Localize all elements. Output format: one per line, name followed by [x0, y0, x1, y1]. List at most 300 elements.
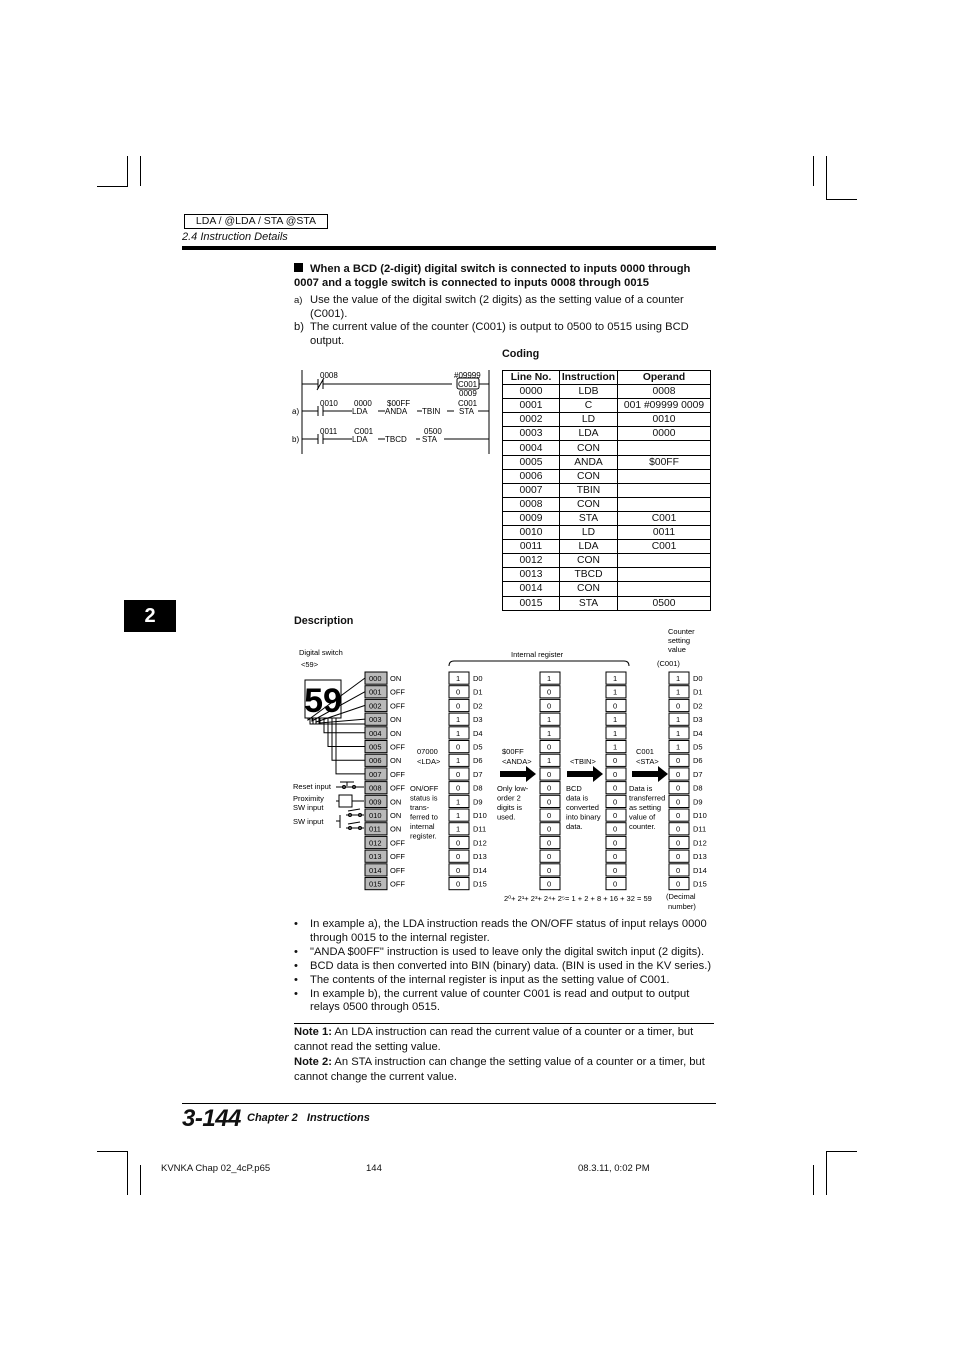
bullet-dot-icon: • [294, 973, 298, 986]
arrow-right-icon [500, 766, 536, 782]
ladder-label: STA [459, 407, 474, 416]
bit-label: D6 [473, 756, 483, 766]
table-row [503, 497, 711, 511]
internal-register-label: Internal register [511, 650, 564, 659]
input-state: ON [390, 824, 402, 834]
crop-mark [826, 1151, 827, 1195]
register-bit-value: 0 [613, 769, 618, 779]
ladder-label: TBIN [422, 407, 441, 416]
bullet-item [294, 960, 718, 974]
table-cell [618, 441, 711, 455]
step-title: <ANDA> [502, 757, 532, 766]
step-note: BCD [566, 784, 582, 793]
step-note: order 2 [497, 793, 521, 803]
table-cell: STA [560, 511, 618, 525]
table-cell: C001 [618, 511, 711, 525]
table-cell: 0008 [618, 385, 711, 399]
reset-input-label: Reset input [293, 782, 331, 791]
table-cell: 0002 [503, 413, 560, 427]
input-address: 002 [369, 701, 382, 711]
register-bit-value: 0 [456, 783, 461, 793]
coding-table [502, 370, 711, 611]
ladder-diagram [292, 366, 496, 456]
instruction-box: LDA / @LDA / STA @STA [184, 214, 328, 229]
footer-rule [182, 1103, 716, 1104]
bit-label: D8 [693, 783, 703, 793]
crop-mark [813, 1165, 814, 1195]
bit-label: D13 [693, 852, 707, 862]
sum-formula: 2⁰+ 2¹+ 2³+ 2⁴+ 2⁵= 1 + 2 + 8 + 16 + 32 = 59 [504, 894, 652, 903]
bullet-text: BCD data is then converted into BIN (binary) data. (BIN is used in the KV series.) [310, 959, 712, 972]
bit-label: D2 [693, 701, 703, 711]
ladder-label: C001 [458, 399, 478, 408]
input-state: OFF [390, 838, 405, 848]
bit-label: D14 [473, 865, 487, 875]
input-address: 010 [369, 811, 382, 820]
crop-mark [826, 156, 827, 200]
register-bit-value: 0 [547, 769, 552, 779]
item-text: The current value of the counter (C001) is output to 0500 to 0515 using BCD output. [310, 321, 689, 347]
bit-label: D3 [693, 715, 703, 725]
register-bit-value: 0 [547, 742, 552, 752]
bullet-dot-icon: • [294, 918, 298, 930]
register-bit-value: 1 [456, 728, 461, 738]
step-note: into binary [566, 812, 601, 822]
digital-switch-label: Digital switch [299, 648, 343, 657]
bit-label: D6 [693, 756, 703, 766]
bit-label: D1 [473, 687, 483, 697]
section-title: 2.4 Instruction Details [182, 231, 288, 243]
note-1: Note 1: An LDA instruction can read the current value of a counter or a timer, but cannot read the setting value. [294, 1026, 694, 1053]
step-title: <STA> [636, 757, 659, 766]
table-cell [618, 554, 711, 568]
ladder-label: 0000 [354, 399, 372, 408]
register-bit-value: 1 [547, 728, 552, 738]
header-rule [182, 246, 716, 250]
chapter-tab: 2 [124, 600, 176, 632]
ladder-label: LDA [352, 407, 368, 416]
table-row [503, 483, 711, 497]
table-cell: TBCD [560, 568, 618, 582]
ladder-label: 0008 [320, 371, 338, 380]
ladder-label: 0009 [459, 389, 477, 398]
register-bit-value: 1 [676, 687, 681, 697]
table-cell [618, 497, 711, 511]
register-bit-value: 0 [456, 742, 461, 752]
register-bit-value: 0 [676, 797, 681, 807]
ladder-label: 0010 [320, 399, 338, 408]
table-cell: 0500 [618, 596, 711, 610]
step-note: data is [566, 793, 589, 803]
table-row [503, 385, 711, 399]
table-cell: 0004 [503, 441, 560, 455]
bullet-dot-icon: • [294, 987, 298, 1000]
register-bit-value: 0 [456, 865, 461, 875]
section-heading: When a BCD (2-digit) digital switch is connected to inputs 0000 through 0007 and a toggle switch is connected to inputs 0008 through 0015 [294, 263, 691, 289]
bullet-item [294, 918, 718, 945]
input-state: ON [390, 811, 402, 820]
ladder-label: 0500 [424, 427, 442, 436]
decimal-note: number) [668, 902, 696, 911]
step-title: <LDA> [417, 757, 441, 766]
table-cell: 0010 [503, 526, 560, 540]
bit-label: D5 [473, 742, 483, 752]
register-bit-value: 0 [547, 783, 552, 793]
table-cell: 0000 [618, 427, 711, 441]
register-bit-value: 0 [456, 879, 461, 889]
bit-label: D15 [473, 879, 487, 889]
sw-input-label: SW input [293, 817, 324, 826]
table-cell: 0005 [503, 455, 560, 469]
table-cell: 0014 [503, 582, 560, 596]
crop-mark [97, 186, 128, 187]
bit-label: D5 [693, 742, 703, 752]
register-bit-value: 0 [613, 783, 618, 793]
bullet-dot-icon: • [294, 959, 298, 972]
table-row [503, 455, 711, 469]
bit-label: D4 [473, 728, 483, 738]
input-state: OFF [390, 687, 405, 697]
bit-label: D8 [473, 783, 483, 793]
register-bit-value: 1 [676, 742, 681, 752]
bit-label: D11 [473, 824, 487, 834]
notes-rule [294, 1023, 714, 1024]
table-row [503, 554, 711, 568]
ladder-label: #09999 [454, 371, 481, 380]
display-digits: 59 [304, 682, 342, 720]
table-cell: LDB [560, 385, 618, 399]
register-bit-value: 0 [613, 838, 618, 848]
bit-label: D13 [473, 852, 487, 862]
register-bit-value: 0 [613, 879, 618, 889]
table-cell: 0011 [618, 526, 711, 540]
input-state: OFF [390, 783, 405, 793]
wire [336, 718, 365, 774]
counter-id: (C001) [657, 659, 680, 668]
table-cell: LDA [560, 540, 618, 554]
register-bit-value: 0 [613, 865, 618, 875]
table-cell: LD [560, 526, 618, 540]
decimal-note: (Decimal [666, 892, 696, 901]
bit-label: D0 [693, 674, 703, 683]
table-cell: CON [560, 582, 618, 596]
square-bullet-icon [294, 263, 303, 272]
bit-label: D7 [473, 769, 483, 779]
table-cell: LD [560, 413, 618, 427]
step-note: Only low- [497, 784, 529, 793]
step-title: 07000 [417, 747, 438, 756]
ladder-label: LDA [352, 435, 368, 444]
input-state: OFF [390, 865, 405, 875]
file-name: KVNKA Chap 02_4cP.p65 [161, 1163, 271, 1174]
ladder-label: TBCD [385, 435, 407, 444]
bit-label: D1 [693, 687, 703, 697]
table-row [503, 596, 711, 610]
register-bit-value: 0 [456, 769, 461, 779]
arrow-right-icon [632, 766, 668, 782]
bullet-item [294, 988, 718, 1015]
step-note: as setting [629, 803, 662, 812]
bit-label: D11 [693, 824, 707, 834]
ladder-label: C001 [354, 427, 374, 436]
step-note: digits is [497, 803, 523, 812]
bit-label: D0 [473, 674, 483, 683]
bit-label: D2 [473, 701, 483, 711]
table-cell: CON [560, 554, 618, 568]
input-address: 005 [369, 742, 382, 752]
input-address: 013 [369, 852, 382, 862]
bit-label: D9 [693, 797, 703, 807]
register-bit-value: 0 [456, 852, 461, 862]
input-state: OFF [390, 879, 405, 889]
register-bit-value: 1 [456, 756, 461, 766]
bullet-item [294, 974, 718, 988]
step-note: used. [497, 812, 516, 822]
bit-label: D3 [473, 715, 483, 725]
column-header: Instruction [560, 371, 618, 385]
step-title: C001 [636, 747, 654, 756]
ladder-label: a) [292, 407, 300, 416]
table-cell [618, 483, 711, 497]
register-bit-value: 0 [456, 687, 461, 697]
bit-label: D10 [473, 811, 487, 820]
register-bit-value: 1 [456, 811, 461, 820]
step-note: Data is [629, 784, 653, 793]
bullet-text: "ANDA $00FF" instruction is used to leave only the digital switch input (2 digits). [310, 945, 705, 958]
crop-mark [127, 156, 128, 186]
register-bit-value: 0 [676, 838, 681, 848]
bullet-dot-icon: • [294, 945, 298, 958]
register-bit-value: 0 [676, 769, 681, 779]
bit-label: D7 [693, 769, 703, 779]
page-number: 3-144 [182, 1105, 241, 1132]
crop-mark [127, 1151, 128, 1195]
input-state: ON [390, 756, 402, 766]
step-note: converted [566, 803, 599, 812]
wire [324, 718, 365, 733]
chapter-title: Chapter 2 Instructions [247, 1112, 370, 1124]
description-diagram [288, 624, 718, 914]
table-row [503, 540, 711, 554]
table-cell: CON [560, 497, 618, 511]
input-state: OFF [390, 852, 405, 862]
table-cell: 0000 [503, 385, 560, 399]
register-bit-value: 0 [613, 701, 618, 711]
input-address: 003 [369, 715, 382, 725]
step-title: <TBIN> [570, 757, 596, 766]
register-bit-value: 0 [676, 879, 681, 889]
table-cell: $00FF [618, 455, 711, 469]
input-address: 008 [369, 783, 382, 793]
bit-label: D12 [473, 838, 487, 848]
input-address: 004 [369, 728, 382, 738]
register-bit-value: 1 [613, 728, 618, 738]
table-cell: TBIN [560, 483, 618, 497]
table-row [503, 399, 711, 413]
step-note: register. [410, 831, 437, 841]
register-bit-value: 0 [547, 852, 552, 862]
table-cell: 0011 [503, 540, 560, 554]
table-cell: 001 #09999 0009 [618, 399, 711, 413]
table-cell: 0010 [618, 413, 711, 427]
bullet-list [294, 918, 718, 1015]
crop-mark [826, 1151, 857, 1152]
column-header: Operand [618, 371, 711, 385]
item-marker: b) [294, 321, 304, 333]
step-title: $00FF [502, 747, 524, 756]
register-bit-value: 0 [456, 701, 461, 711]
input-address: 011 [369, 824, 381, 834]
register-bit-value: 0 [547, 824, 552, 834]
step-note: internal [410, 822, 435, 831]
register-bit-value: 1 [676, 728, 681, 738]
register-bit-value: 0 [547, 838, 552, 848]
register-bit-value: 0 [676, 756, 681, 766]
register-bit-value: 1 [613, 674, 618, 683]
proximity-label: Proximity [293, 794, 324, 803]
table-cell: CON [560, 469, 618, 483]
bit-label: D12 [693, 838, 707, 848]
crop-mark [140, 156, 141, 186]
ladder-label: b) [292, 435, 300, 444]
step-note: ON/OFF [410, 784, 439, 793]
table-cell [618, 469, 711, 483]
table-row [503, 511, 711, 525]
table-cell: C [560, 399, 618, 413]
input-state: ON [390, 674, 402, 683]
crop-mark [97, 1151, 128, 1152]
table-cell: ANDA [560, 455, 618, 469]
step-note: transferred [629, 793, 666, 803]
table-cell: 0001 [503, 399, 560, 413]
register-bit-value: 1 [547, 715, 552, 725]
register-bit-value: 1 [613, 715, 618, 725]
register-bit-value: 1 [613, 742, 618, 752]
table-row [503, 427, 711, 441]
input-address: 014 [369, 865, 382, 875]
register-bit-value: 0 [676, 865, 681, 875]
table-cell: C001 [618, 540, 711, 554]
register-bit-value: 0 [547, 879, 552, 889]
bullet-text: The contents of the internal register is input as the setting value of C001. [310, 973, 670, 986]
register-bit-value: 0 [613, 797, 618, 807]
table-cell: 0012 [503, 554, 560, 568]
register-bit-value: 1 [456, 715, 461, 725]
table-cell: 0008 [503, 497, 560, 511]
step-note: value of [629, 812, 656, 822]
bit-label: D9 [473, 797, 483, 807]
table-row [503, 441, 711, 455]
bullet-text: In example a), the LDA instruction reads the ON/OFF status of input relays 0000 through 0015 to the internal register. [310, 918, 707, 944]
table-row [503, 469, 711, 483]
register-bit-value: 0 [676, 824, 681, 834]
counter-label: Counter [668, 627, 695, 636]
table-cell: CON [560, 441, 618, 455]
table-cell: 0013 [503, 568, 560, 582]
register-bit-value: 1 [676, 715, 681, 725]
register-bit-value: 0 [676, 783, 681, 793]
item-marker: a) [294, 295, 303, 306]
register-bit-value: 0 [547, 865, 552, 875]
table-cell: 0009 [503, 511, 560, 525]
table-row [503, 582, 711, 596]
step-note: counter. [629, 822, 656, 831]
bit-label: D4 [693, 728, 703, 738]
table-row [503, 413, 711, 427]
column-header: Line No. [503, 371, 560, 385]
step-note: trans- [410, 803, 430, 812]
register-bit-value: 0 [547, 811, 552, 820]
input-state: ON [390, 715, 402, 725]
note-2: Note 2: An STA instruction can change the setting value of a counter or a timer, but cannot change the current value. [294, 1056, 705, 1083]
bit-label: D10 [693, 811, 707, 820]
input-address: 015 [369, 879, 382, 889]
sheet-number: 144 [366, 1163, 382, 1174]
ladder-label: C001 [458, 380, 478, 389]
register-bit-value: 1 [456, 824, 461, 834]
register-bit-value: 1 [547, 756, 552, 766]
input-state: ON [390, 797, 402, 807]
register-bit-value: 1 [456, 797, 461, 807]
coding-label: Coding [502, 348, 540, 360]
table-cell: STA [560, 596, 618, 610]
table-row [503, 568, 711, 582]
description-label: Description [294, 615, 354, 627]
register-bit-value: 0 [613, 824, 618, 834]
register-bit-value: 0 [456, 838, 461, 848]
input-state: OFF [390, 742, 405, 752]
table-cell: 0003 [503, 427, 560, 441]
step-note: status is [410, 793, 438, 803]
register-bit-value: 0 [547, 687, 552, 697]
proximity-sw-label: SW input [293, 803, 324, 812]
item-text: Use the value of the digital switch (2 digits) as the setting value of a counter (C001). [310, 294, 684, 320]
input-state: OFF [390, 769, 405, 779]
ladder-label: 0011 [320, 427, 338, 436]
input-address: 009 [369, 797, 382, 807]
bit-label: D15 [693, 879, 707, 889]
table-cell: 0015 [503, 596, 560, 610]
table-row [503, 526, 711, 540]
bit-label: D14 [693, 865, 707, 875]
digital-switch-value: <59> [301, 660, 319, 669]
register-bit-value: 0 [547, 797, 552, 807]
bullet-text: In example b), the current value of counter C001 is read and output to output relays 0500 through 0515. [310, 987, 690, 1013]
table-cell [618, 582, 711, 596]
counter-label: setting [668, 636, 691, 645]
input-state: OFF [390, 701, 405, 711]
table-cell: LDA [560, 427, 618, 441]
counter-label: value [668, 645, 686, 654]
step-note: data. [566, 822, 583, 831]
ladder-label: $00FF [387, 399, 411, 408]
input-address: 007 [369, 769, 382, 779]
ladder-label: STA [422, 435, 437, 444]
ladder-label: ANDA [385, 407, 408, 416]
crop-mark [140, 1165, 141, 1195]
register-bit-value: 1 [676, 674, 681, 683]
register-bit-value: 0 [613, 852, 618, 862]
table-cell: 0006 [503, 469, 560, 483]
input-address: 006 [369, 756, 382, 766]
register-bit-value: 0 [676, 811, 681, 820]
input-address: 000 [369, 674, 382, 683]
crop-mark [813, 156, 814, 186]
table-cell: 0007 [503, 483, 560, 497]
register-bit-value: 0 [676, 852, 681, 862]
register-bit-value: 1 [547, 674, 552, 683]
crop-mark [826, 199, 857, 200]
